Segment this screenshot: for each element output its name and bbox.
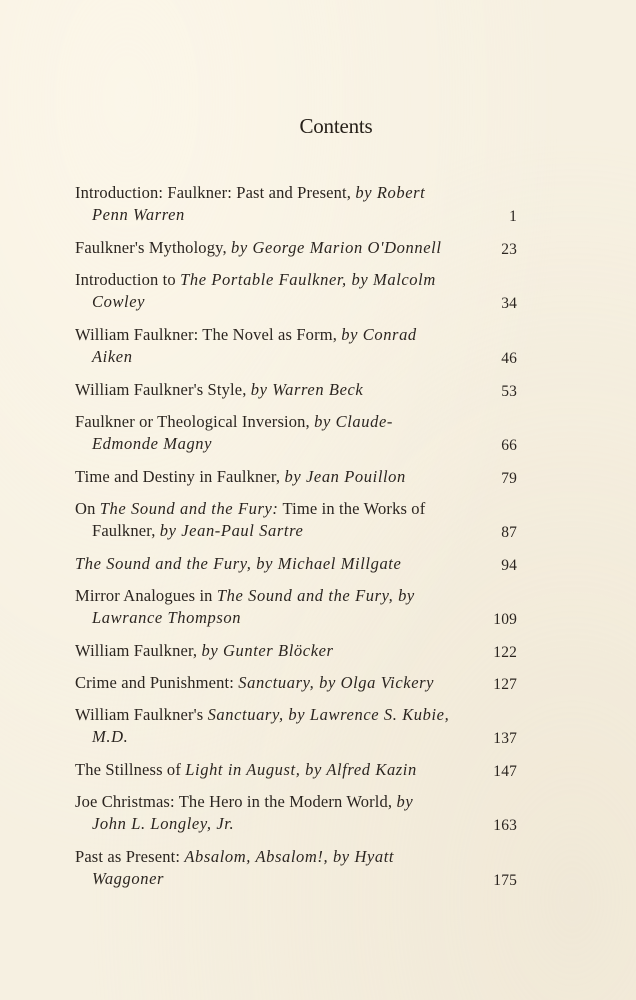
toc-entry-italic-text: Lawrance Thompson <box>92 608 242 627</box>
toc-page-number: 127 <box>493 676 517 693</box>
toc-entry-italic-text: by Robert <box>355 183 426 202</box>
toc-entry-italic-text: Cowley <box>92 292 146 311</box>
toc-page-number: 23 <box>501 241 517 258</box>
toc-entry-italic-text: Absalom, Absalom!, by Hyatt <box>184 847 395 866</box>
toc-entry-italic-text: by Jean Pouillon <box>284 467 406 486</box>
toc-entry-line1 <box>75 846 477 868</box>
toc-entry-line2 <box>75 204 477 226</box>
toc-page-number: 34 <box>501 295 517 312</box>
toc-entry-text: Time and Destiny in Faulkner, <box>75 467 285 486</box>
toc-entry-line2 <box>75 433 477 455</box>
toc-entry-italic-text: Sanctuary, by Lawrence S. Kubie, <box>207 705 450 724</box>
toc-entry-italic-text: The Sound and the Fury: <box>99 499 279 518</box>
toc-entry <box>75 411 517 455</box>
toc-entry <box>75 237 517 259</box>
toc-entry-text: William Faulkner's Style, <box>75 380 251 399</box>
toc-entry-text: Mirror Analogues in <box>75 586 217 605</box>
toc-entry <box>75 704 517 748</box>
toc-entry-text: William Faulkner's <box>75 705 208 724</box>
toc-entry-line1 <box>75 466 477 488</box>
toc-entry-line1 <box>75 553 477 575</box>
toc-entry-italic-text: Waggoner <box>92 869 165 888</box>
toc-entry-line1 <box>75 759 477 781</box>
table-of-contents <box>75 182 517 901</box>
toc-entry <box>75 269 517 313</box>
toc-entry <box>75 498 517 542</box>
toc-entry-line1 <box>75 498 477 520</box>
toc-entry-text: Crime and Punishment: <box>75 673 239 692</box>
toc-entry <box>75 759 517 781</box>
toc-entry-italic-text: by George Marion O'Donnell <box>231 238 442 257</box>
toc-entry-line1 <box>75 379 477 401</box>
toc-entry-line1 <box>75 182 477 204</box>
toc-entry-italic-text: The Sound and the Fury, by Michael Millgate <box>75 554 402 573</box>
toc-page-number: 175 <box>493 872 517 889</box>
toc-entry <box>75 182 517 226</box>
toc-entry-italic-text: Sanctuary, by Olga Vickery <box>238 673 435 692</box>
toc-page-number: 1 <box>509 208 517 225</box>
toc-entry-italic-text: John L. Longley, Jr. <box>92 814 235 833</box>
toc-entry-line1 <box>75 640 477 662</box>
toc-entry-text: Introduction: Faulkner: Past and Present, <box>75 183 356 202</box>
toc-entry-line2 <box>75 607 477 629</box>
toc-page-number: 137 <box>493 730 517 747</box>
toc-entry-line2 <box>75 520 477 542</box>
toc-entry-line1 <box>75 672 477 694</box>
toc-page-number: 94 <box>501 557 517 574</box>
toc-entry-italic-text: by Warren Beck <box>250 380 364 399</box>
toc-entry-line1 <box>75 237 477 259</box>
toc-page-number: 53 <box>501 383 517 400</box>
toc-entry-line1 <box>75 704 477 726</box>
toc-entry-italic-text: Aiken <box>92 347 133 366</box>
toc-entry <box>75 640 517 662</box>
toc-entry-italic-text: by Jean-Paul Sartre <box>159 521 304 540</box>
toc-entry-text: Introduction to <box>75 270 181 289</box>
toc-page-number: 87 <box>501 524 517 541</box>
toc-entry-italic-text: Light in August, by Alfred Kazin <box>185 760 417 779</box>
toc-entry-text: Past as Present: <box>75 847 185 866</box>
toc-entry-line2 <box>75 868 477 890</box>
toc-entry-text: Faulkner, <box>92 521 160 540</box>
toc-entry-text: William Faulkner, <box>75 641 202 660</box>
toc-entry-line2 <box>75 726 477 748</box>
toc-page-number: 147 <box>493 763 517 780</box>
toc-entry <box>75 846 517 890</box>
toc-entry-text: Joe Christmas: The Hero in the Modern World, <box>75 792 397 811</box>
toc-entry-italic-text: Edmonde Magny <box>92 434 213 453</box>
toc-entry-italic-text: by <box>396 792 414 811</box>
toc-entry-text: On <box>75 499 100 518</box>
toc-entry-line2 <box>75 813 477 835</box>
toc-entry-line1 <box>75 324 477 346</box>
toc-entry-text: Faulkner's Mythology, <box>75 238 231 257</box>
toc-entry-line2 <box>75 346 477 368</box>
toc-entry <box>75 379 517 401</box>
toc-entry-line1 <box>75 411 477 433</box>
toc-entry-text: Faulkner or Theological Inversion, <box>75 412 315 431</box>
toc-entry-line1 <box>75 585 477 607</box>
toc-entry <box>75 672 517 694</box>
toc-entry-line1 <box>75 269 477 291</box>
toc-entry-italic-text: by Gunter Blöcker <box>201 641 334 660</box>
toc-entry-text: William Faulkner: The Novel as Form, <box>75 325 342 344</box>
toc-entry-italic-text: by Claude- <box>314 412 393 431</box>
page-title: Contents <box>299 114 373 138</box>
toc-page-number: 79 <box>501 470 517 487</box>
toc-entry <box>75 585 517 629</box>
toc-entry-italic-text: The Sound and the Fury, by <box>216 586 415 605</box>
toc-entry-line1 <box>75 791 477 813</box>
toc-page-number: 122 <box>493 644 517 661</box>
toc-entry-text: The Stillness of <box>75 760 186 779</box>
toc-page-number: 46 <box>501 350 517 367</box>
toc-entry-text: Time in the Works of <box>278 499 426 518</box>
toc-page-number: 109 <box>493 611 517 628</box>
toc-entry-italic-text: M.D. <box>92 727 129 746</box>
toc-entry <box>75 324 517 368</box>
toc-entry-italic-text: by Conrad <box>341 325 417 344</box>
toc-entry-italic-text: The Portable Faulkner, by Malcolm <box>180 270 436 289</box>
toc-page-number: 66 <box>501 437 517 454</box>
toc-entry-italic-text: Penn Warren <box>92 205 185 224</box>
toc-entry <box>75 791 517 835</box>
toc-entry <box>75 553 517 575</box>
toc-page-number: 163 <box>493 817 517 834</box>
toc-entry <box>75 466 517 488</box>
toc-entry-line2 <box>75 291 477 313</box>
